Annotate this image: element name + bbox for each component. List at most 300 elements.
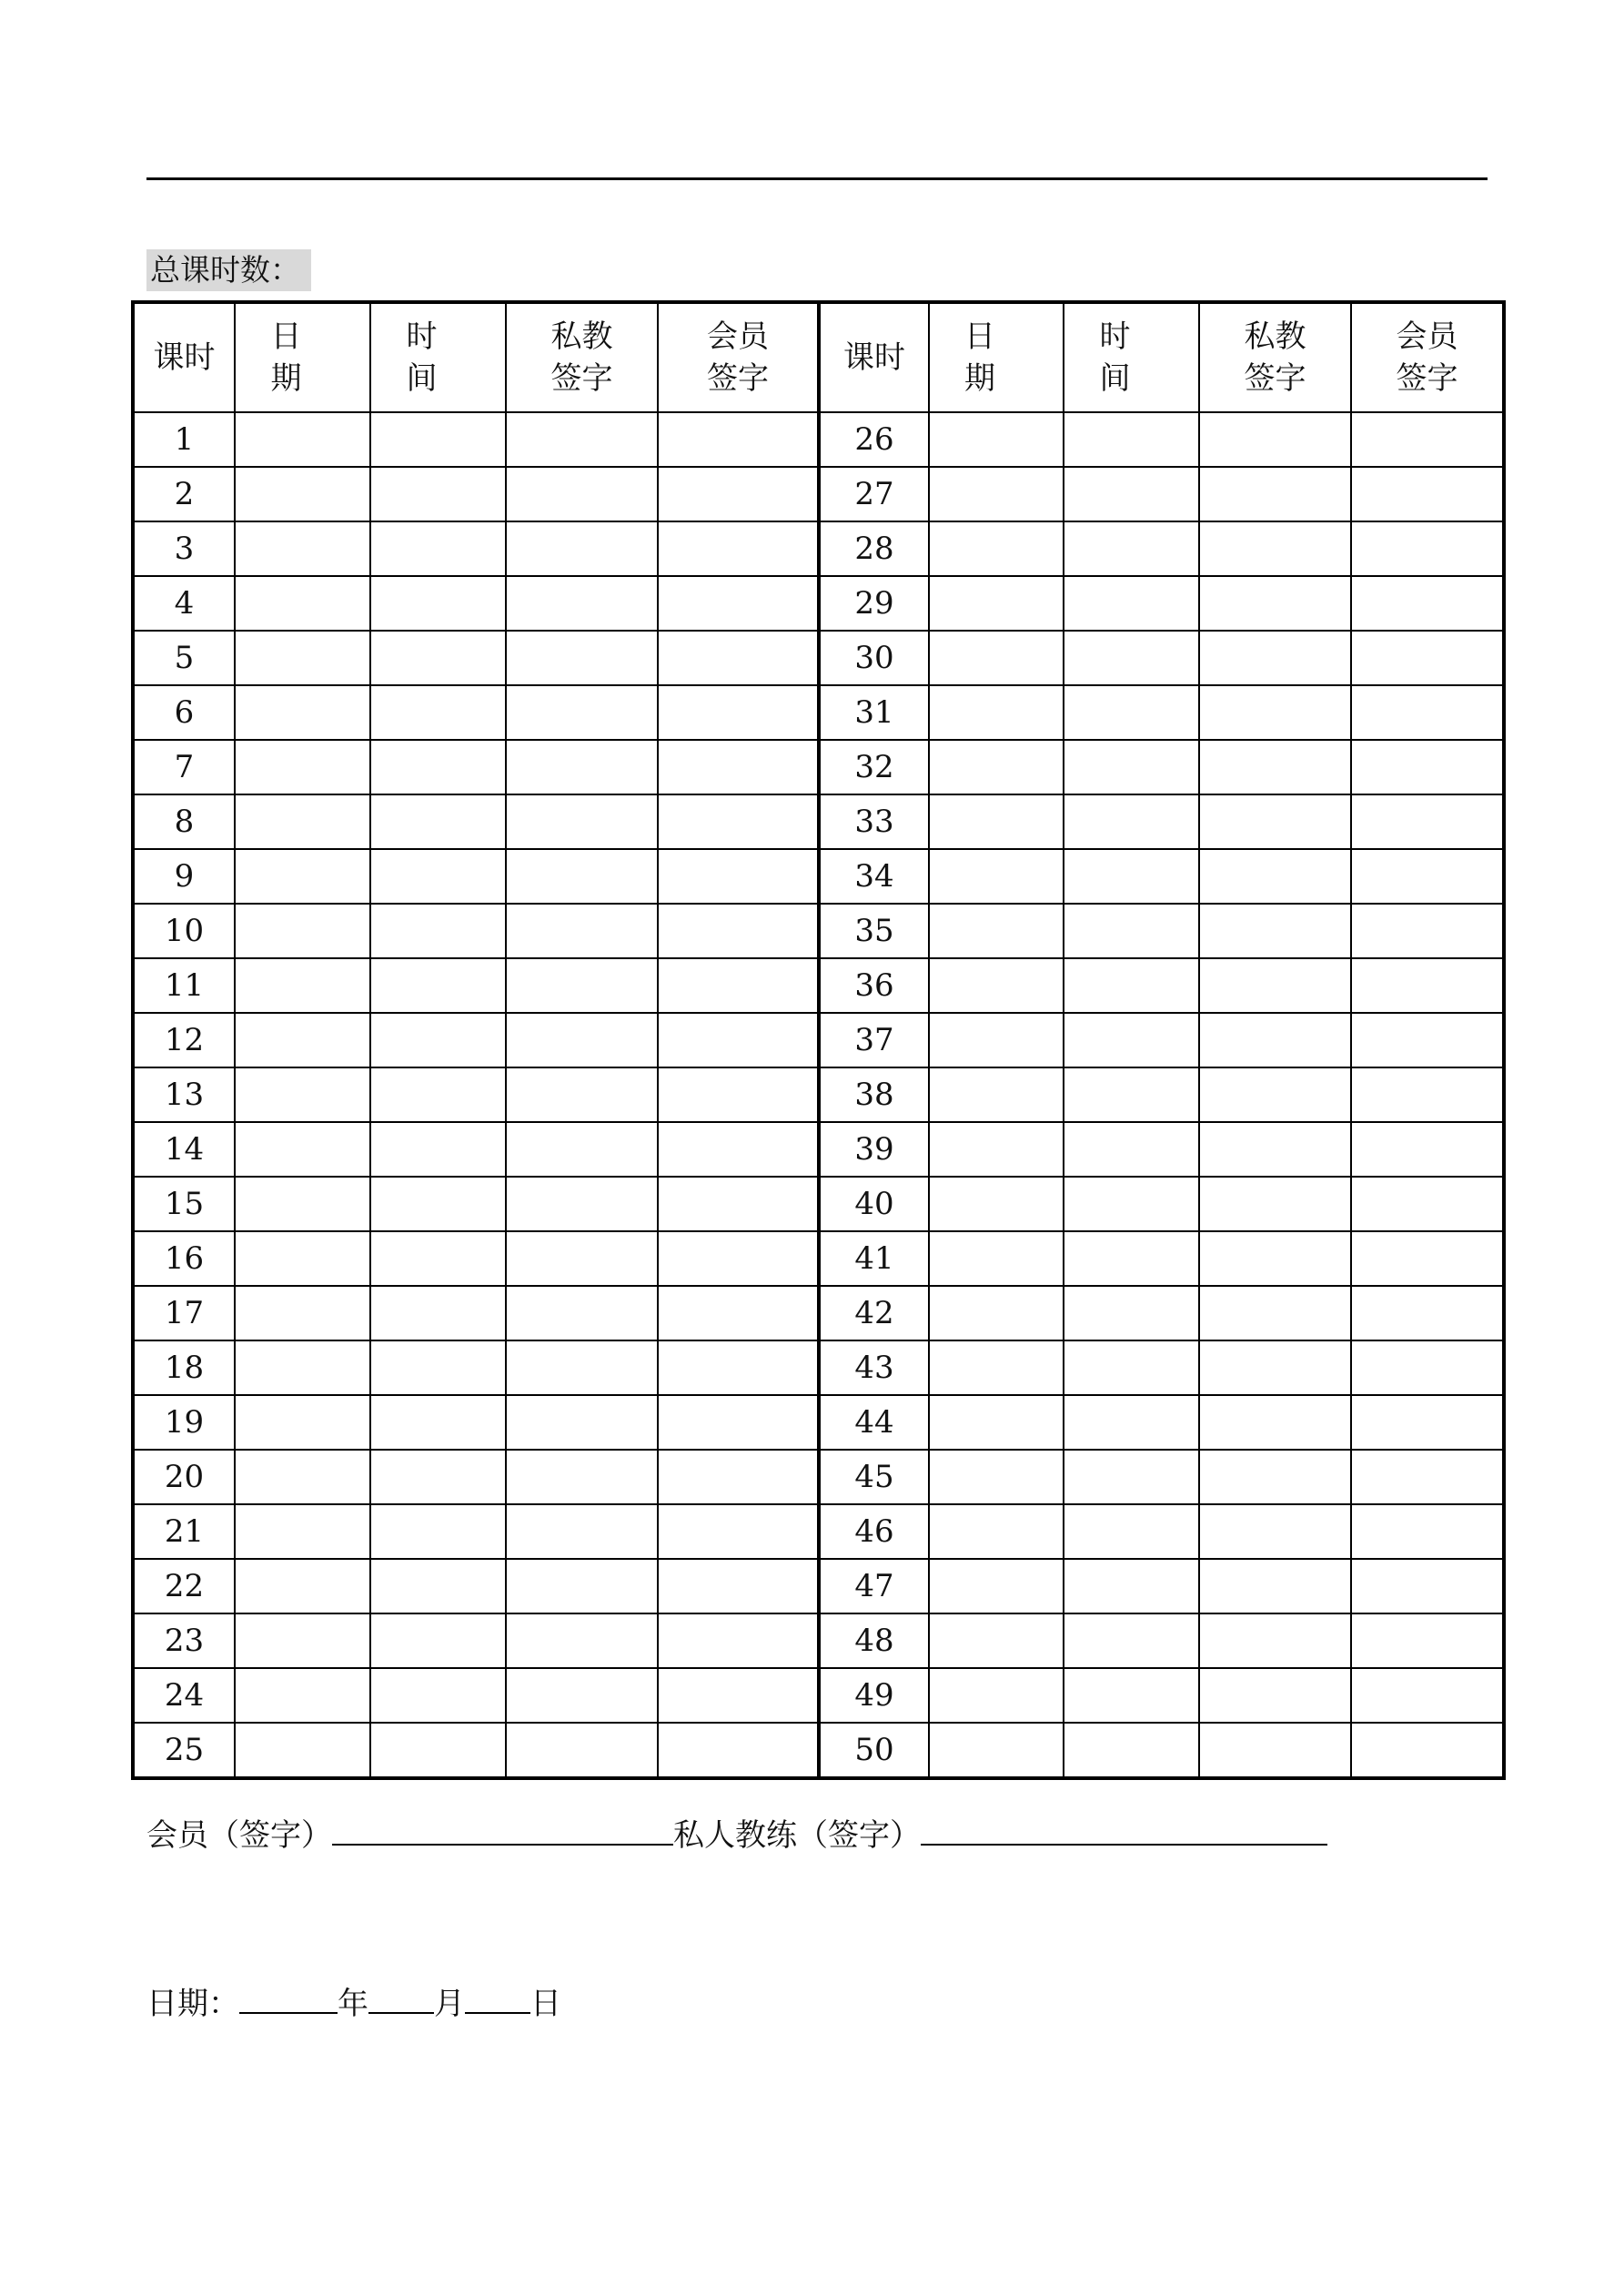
member-sign-cell[interactable] [658,1177,819,1231]
lesson-number: 11 [133,958,235,1013]
member-sign-cell[interactable] [1351,1668,1504,1723]
member-sign-cell[interactable] [1351,576,1504,631]
coach-sign-cell[interactable] [1199,685,1351,740]
lesson-number: 28 [819,521,929,576]
date-cell[interactable] [929,412,1064,467]
table-row [133,685,1504,740]
member-sign-cell[interactable] [1351,412,1504,467]
lesson-number: 24 [133,1668,235,1723]
lesson-number: 15 [133,1177,235,1231]
date-line [146,1979,561,2027]
coach-sign-cell[interactable] [1199,740,1351,794]
member-sign-cell[interactable] [658,1340,819,1395]
date-cell[interactable] [235,1504,370,1559]
coach-sign-cell[interactable] [1199,904,1351,958]
coach-sign-cell[interactable] [506,1340,658,1395]
coach-sign-cell[interactable] [506,1668,658,1723]
lesson-number: 32 [819,740,929,794]
header-lesson: 课时 [133,302,235,412]
member-sign-cell[interactable] [1351,1395,1504,1450]
lesson-number: 37 [819,1013,929,1067]
date-cell[interactable] [929,1559,1064,1613]
table-row [133,467,1504,521]
date-cell[interactable] [235,1559,370,1613]
coach-sign-cell[interactable] [1199,1122,1351,1177]
member-sign-cell[interactable] [658,1286,819,1340]
year-blank[interactable] [239,1979,338,2014]
member-sign-cell[interactable] [1351,685,1504,740]
time-cell[interactable] [370,740,506,794]
lesson-number: 50 [819,1723,929,1778]
date-cell[interactable] [235,1122,370,1177]
lesson-number: 27 [819,467,929,521]
member-sign-cell[interactable] [1351,1504,1504,1559]
time-cell[interactable] [1064,849,1199,904]
date-cell[interactable] [235,467,370,521]
member-sign-cell[interactable] [1351,1067,1504,1122]
member-sign-cell[interactable] [1351,1613,1504,1668]
member-sign-label: 会员（签字） [146,1817,332,1854]
member-sign-cell[interactable] [1351,1286,1504,1340]
month-blank[interactable] [368,1979,434,2014]
time-cell[interactable] [1064,685,1199,740]
date-cell[interactable] [929,1122,1064,1177]
date-cell[interactable] [929,1450,1064,1504]
time-cell[interactable] [1064,467,1199,521]
date-cell[interactable] [929,849,1064,904]
lesson-number: 48 [819,1613,929,1668]
date-cell[interactable] [235,1723,370,1778]
lesson-number: 43 [819,1340,929,1395]
date-cell[interactable] [235,1613,370,1668]
member-sign-cell[interactable] [658,412,819,467]
member-sign-cell[interactable] [658,1504,819,1559]
coach-sign-cell[interactable] [1199,576,1351,631]
date-cell[interactable] [235,958,370,1013]
date-cell[interactable] [235,1668,370,1723]
lesson-number: 21 [133,1504,235,1559]
date-cell[interactable] [929,1013,1064,1067]
table-row [133,1668,1504,1723]
coach-sign-cell[interactable] [1199,1177,1351,1231]
table-row [133,904,1504,958]
table-row [133,740,1504,794]
coach-sign-cell[interactable] [506,467,658,521]
coach-sign-cell[interactable] [506,412,658,467]
coach-sign-cell[interactable] [506,1013,658,1067]
time-cell[interactable] [370,1559,506,1613]
lesson-number: 36 [819,958,929,1013]
header-member-sign [658,302,819,412]
lesson-number: 44 [819,1395,929,1450]
lesson-number: 19 [133,1395,235,1450]
lesson-number: 2 [133,467,235,521]
coach-sign-cell[interactable] [506,1231,658,1286]
lesson-number: 9 [133,849,235,904]
total-hours-label: 总课时数： [146,249,311,291]
time-cell[interactable] [1064,521,1199,576]
member-sign-cell[interactable] [658,467,819,521]
member-sign-cell[interactable] [658,1613,819,1668]
table-row [133,958,1504,1013]
coach-sign-cell[interactable] [506,740,658,794]
time-cell[interactable] [370,849,506,904]
table-row [133,794,1504,849]
date-cell[interactable] [929,685,1064,740]
coach-sign-cell[interactable] [506,1559,658,1613]
lesson-number: 14 [133,1122,235,1177]
table-row [133,1177,1504,1231]
time-cell[interactable] [1064,1067,1199,1122]
lesson-number: 23 [133,1613,235,1668]
lesson-number: 20 [133,1450,235,1504]
lesson-number: 45 [819,1450,929,1504]
member-sign-cell[interactable] [658,740,819,794]
time-cell[interactable] [1064,1231,1199,1286]
time-cell[interactable] [370,794,506,849]
member-sign-cell[interactable] [1351,849,1504,904]
top-rule [146,177,1488,180]
member-sign-blank[interactable] [332,1811,673,1846]
time-cell[interactable] [370,1613,506,1668]
coach-sign-cell[interactable] [506,1450,658,1504]
member-sign-cell[interactable] [1351,1013,1504,1067]
date-cell[interactable] [235,576,370,631]
coach-sign-cell[interactable] [1199,412,1351,467]
coach-sign-cell[interactable] [506,521,658,576]
date-cell[interactable] [235,631,370,685]
date-cell[interactable] [929,1668,1064,1723]
coach-sign-cell[interactable] [506,1122,658,1177]
lesson-number: 3 [133,521,235,576]
coach-sign-cell[interactable] [506,576,658,631]
time-cell[interactable] [370,1067,506,1122]
trainer-sign-label: 私人教练（签字） [673,1817,921,1854]
table-row [133,1122,1504,1177]
member-sign-cell[interactable] [658,1395,819,1450]
coach-sign-cell[interactable] [506,1177,658,1231]
date-cell[interactable] [235,412,370,467]
lesson-number: 40 [819,1177,929,1231]
date-cell[interactable] [235,740,370,794]
table-row [133,631,1504,685]
date-cell[interactable] [235,794,370,849]
header-member-sign-right [1351,302,1504,412]
lesson-number: 46 [819,1504,929,1559]
coach-sign-cell[interactable] [1199,631,1351,685]
lesson-number: 8 [133,794,235,849]
date-cell[interactable] [929,1286,1064,1340]
coach-sign-cell[interactable] [506,1504,658,1559]
member-sign-cell[interactable] [1351,1450,1504,1504]
lesson-number: 41 [819,1231,929,1286]
coach-sign-cell[interactable] [1199,958,1351,1013]
time-cell[interactable] [370,1450,506,1504]
member-sign-cell[interactable] [1351,631,1504,685]
coach-sign-cell[interactable] [506,1395,658,1450]
coach-sign-cell[interactable] [1199,1613,1351,1668]
time-cell[interactable] [1064,1613,1199,1668]
lesson-number: 7 [133,740,235,794]
lesson-number: 26 [819,412,929,467]
time-cell[interactable] [1064,904,1199,958]
member-sign-cell[interactable] [1351,1340,1504,1395]
lesson-number: 5 [133,631,235,685]
member-sign-cell[interactable] [658,521,819,576]
table-row [133,521,1504,576]
header-coach-sign-line1: 私教 [550,319,613,355]
coach-sign-cell[interactable] [1199,849,1351,904]
coach-sign-cell[interactable] [506,1613,658,1668]
time-cell[interactable] [1064,958,1199,1013]
lesson-log-table [131,300,1506,1780]
time-cell[interactable] [370,1122,506,1177]
member-sign-cell[interactable] [658,576,819,631]
coach-sign-cell[interactable] [506,958,658,1013]
member-sign-cell[interactable] [658,1067,819,1122]
coach-sign-cell[interactable] [1199,467,1351,521]
date-cell[interactable] [929,1067,1064,1122]
header-date-right: 日 期 [929,302,1064,412]
time-cell[interactable] [1064,1340,1199,1395]
table-row [133,1613,1504,1668]
date-cell[interactable] [235,1231,370,1286]
table-row [133,1450,1504,1504]
coach-sign-cell[interactable] [1199,1013,1351,1067]
header-coach-sign-right [1199,302,1351,412]
member-sign-cell[interactable] [1351,740,1504,794]
member-sign-cell[interactable] [658,1450,819,1504]
date-cell[interactable] [929,1177,1064,1231]
member-sign-cell[interactable] [658,1231,819,1286]
header-coach-sign [506,302,658,412]
date-cell[interactable] [929,1340,1064,1395]
time-cell[interactable] [1064,1504,1199,1559]
table-row [133,1723,1504,1778]
date-cell[interactable] [235,849,370,904]
time-cell[interactable] [1064,1286,1199,1340]
time-cell[interactable] [1064,794,1199,849]
month-label: 月 [434,1986,465,2022]
table-row [133,1231,1504,1286]
member-sign-cell[interactable] [658,1122,819,1177]
coach-sign-cell[interactable] [1199,1286,1351,1340]
member-sign-cell[interactable] [1351,467,1504,521]
day-label: 日 [530,1986,561,2022]
table-row [133,1395,1504,1450]
member-sign-cell[interactable] [1351,1177,1504,1231]
member-sign-cell[interactable] [658,631,819,685]
time-cell[interactable] [1064,1013,1199,1067]
coach-sign-cell[interactable] [506,1067,658,1122]
time-cell[interactable] [1064,1395,1199,1450]
header-member-sign-right-line1: 会员 [1396,319,1458,355]
lesson-number: 1 [133,412,235,467]
member-sign-cell[interactable] [658,794,819,849]
member-sign-cell[interactable] [1351,1122,1504,1177]
header-coach-sign-line2: 签字 [550,360,613,397]
member-sign-cell[interactable] [658,849,819,904]
date-cell[interactable] [929,1395,1064,1450]
time-cell[interactable] [1064,412,1199,467]
date-cell[interactable] [929,1613,1064,1668]
lesson-number: 31 [819,685,929,740]
date-cell[interactable] [929,576,1064,631]
date-cell[interactable] [929,1231,1064,1286]
date-cell[interactable] [235,1286,370,1340]
coach-sign-cell[interactable] [506,1723,658,1778]
time-cell[interactable] [370,467,506,521]
date-cell[interactable] [929,467,1064,521]
date-cell[interactable] [235,1340,370,1395]
time-cell[interactable] [370,521,506,576]
time-cell[interactable] [1064,1559,1199,1613]
lesson-number: 17 [133,1286,235,1340]
coach-sign-cell[interactable] [506,1286,658,1340]
date-cell[interactable] [929,794,1064,849]
coach-sign-cell[interactable] [506,631,658,685]
header-coach-sign-right-line1: 私教 [1244,319,1306,355]
day-blank[interactable] [465,1979,530,2014]
member-sign-cell[interactable] [1351,521,1504,576]
time-cell[interactable] [370,958,506,1013]
table-row [133,1340,1504,1395]
time-cell[interactable] [370,1286,506,1340]
member-sign-cell[interactable] [658,685,819,740]
header-time-right: 时 间 [1064,302,1199,412]
member-sign-cell[interactable] [1351,1723,1504,1778]
lesson-number: 29 [819,576,929,631]
table-body [133,412,1504,1778]
member-sign-cell[interactable] [1351,958,1504,1013]
member-sign-cell[interactable] [658,1013,819,1067]
time-cell[interactable] [1064,1122,1199,1177]
date-cell[interactable] [235,1395,370,1450]
time-cell[interactable] [370,1231,506,1286]
header-lesson-right: 课时 [819,302,929,412]
table-row [133,1067,1504,1122]
coach-sign-cell[interactable] [1199,1231,1351,1286]
header-member-sign-right-line2: 签字 [1396,360,1458,397]
time-cell[interactable] [370,576,506,631]
time-cell[interactable] [370,1395,506,1450]
lesson-number: 42 [819,1286,929,1340]
lesson-number: 13 [133,1067,235,1122]
time-cell[interactable] [1064,576,1199,631]
member-sign-cell[interactable] [1351,904,1504,958]
time-cell[interactable] [370,1013,506,1067]
lesson-number: 22 [133,1559,235,1613]
date-cell[interactable] [235,1067,370,1122]
date-cell[interactable] [929,1504,1064,1559]
table-row [133,1286,1504,1340]
date-cell[interactable] [235,521,370,576]
trainer-sign-blank[interactable] [921,1811,1327,1846]
time-cell[interactable] [370,1668,506,1723]
lesson-number: 10 [133,904,235,958]
date-cell[interactable] [929,904,1064,958]
lesson-number: 12 [133,1013,235,1067]
lesson-number: 4 [133,576,235,631]
date-cell[interactable] [235,904,370,958]
time-cell[interactable] [1064,1723,1199,1778]
time-cell[interactable] [1064,740,1199,794]
coach-sign-cell[interactable] [1199,1067,1351,1122]
table-row [133,412,1504,467]
member-sign-cell[interactable] [658,904,819,958]
member-sign-cell[interactable] [1351,794,1504,849]
lesson-number: 25 [133,1723,235,1778]
member-sign-cell[interactable] [658,958,819,1013]
coach-sign-cell[interactable] [1199,1504,1351,1559]
header-time: 时 间 [370,302,506,412]
lesson-number: 6 [133,685,235,740]
member-sign-cell[interactable] [1351,1559,1504,1613]
coach-sign-cell[interactable] [1199,1723,1351,1778]
lesson-number: 18 [133,1340,235,1395]
date-cell[interactable] [235,1177,370,1231]
time-cell[interactable] [370,1723,506,1778]
table-row [133,1504,1504,1559]
member-sign-cell[interactable] [658,1559,819,1613]
coach-sign-cell[interactable] [1199,794,1351,849]
date-cell[interactable] [929,1723,1064,1778]
time-cell[interactable] [370,1177,506,1231]
time-cell[interactable] [370,685,506,740]
time-cell[interactable] [1064,1450,1199,1504]
time-cell[interactable] [370,904,506,958]
lesson-number: 39 [819,1122,929,1177]
coach-sign-cell[interactable] [1199,1450,1351,1504]
date-cell[interactable] [929,740,1064,794]
lesson-number: 49 [819,1668,929,1723]
date-cell[interactable] [235,685,370,740]
member-sign-cell[interactable] [658,1723,819,1778]
time-cell[interactable] [370,412,506,467]
time-cell[interactable] [370,631,506,685]
table-row [133,576,1504,631]
coach-sign-cell[interactable] [506,849,658,904]
date-cell[interactable] [235,1450,370,1504]
coach-sign-cell[interactable] [1199,1395,1351,1450]
lesson-number: 34 [819,849,929,904]
coach-sign-cell[interactable] [506,794,658,849]
date-cell[interactable] [929,521,1064,576]
lesson-number: 30 [819,631,929,685]
coach-sign-cell[interactable] [1199,1559,1351,1613]
date-cell[interactable] [929,631,1064,685]
date-cell[interactable] [929,958,1064,1013]
coach-sign-cell[interactable] [1199,1340,1351,1395]
lesson-number: 47 [819,1559,929,1613]
time-cell[interactable] [1064,1177,1199,1231]
coach-sign-cell[interactable] [506,685,658,740]
time-cell[interactable] [370,1504,506,1559]
member-sign-cell[interactable] [1351,1231,1504,1286]
member-sign-cell[interactable] [658,1668,819,1723]
coach-sign-cell[interactable] [1199,521,1351,576]
coach-sign-cell[interactable] [506,904,658,958]
coach-sign-cell[interactable] [1199,1668,1351,1723]
lesson-number: 35 [819,904,929,958]
table-row [133,1013,1504,1067]
time-cell[interactable] [1064,631,1199,685]
time-cell[interactable] [370,1340,506,1395]
header-member-sign-line1: 会员 [707,319,769,355]
time-cell[interactable] [1064,1668,1199,1723]
date-cell[interactable] [235,1013,370,1067]
lesson-number: 16 [133,1231,235,1286]
